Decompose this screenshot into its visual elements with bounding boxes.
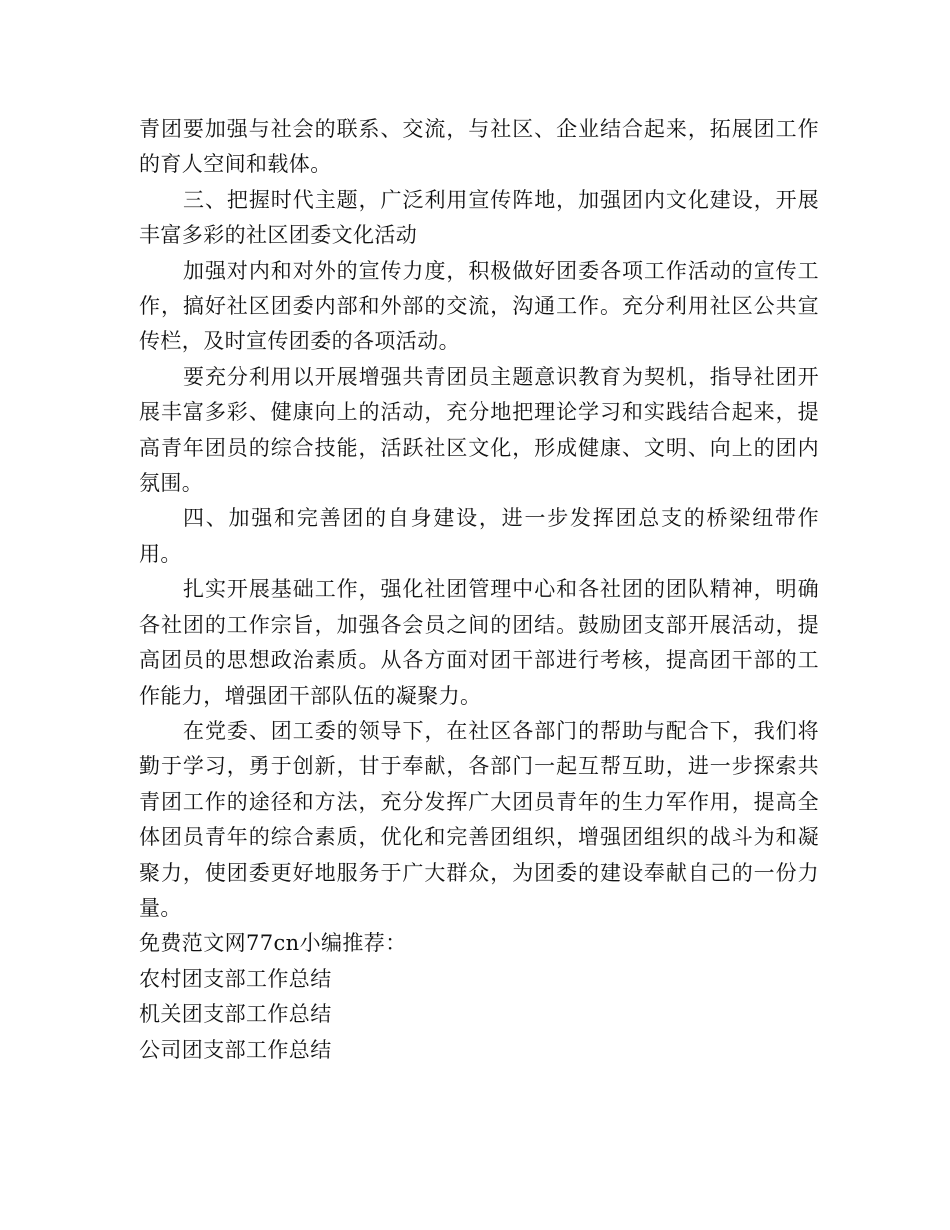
paragraph-foundation: 扎实开展基础工作，强化社团管理中心和各社团的团队精神，明确各社团的工作宗旨，加强各会员之间的团结。鼓励团支部开展活动，提高团员的思想政治素质。从各方面对团干部进行考核，提高团干部的工作能力，增强团干部队伍的凝聚力。: [139, 577, 819, 708]
section-heading-four: 四、加强和完善团的自身建设，进一步发挥团总支的桥梁纽带作用。: [139, 506, 819, 566]
paragraph-continuation: 青团要加强与社会的联系、交流，与社区、企业结合起来，拓展团工作的育人空间和载体。: [139, 117, 819, 177]
recommend-link-agency[interactable]: 机关团支部工作总结: [139, 1002, 332, 1027]
recommend-link-company[interactable]: 公司团支部工作总结: [139, 1037, 332, 1062]
section-heading-three: 三、把握时代主题，广泛利用宣传阵地，加强团内文化建设，开展丰富多彩的社区团委文化活动: [139, 187, 819, 248]
recommend-heading: 免费范文网77cn小编推荐：: [139, 931, 407, 956]
recommend-link-rural[interactable]: 农村团支部工作总结: [139, 966, 332, 991]
paragraph-publicity: 加强对内和对外的宣传力度，积极做好团委各项工作活动的宣传工作，搞好社区团委内部和外部的交流，沟通工作。充分利用社区公共宣传栏，及时宣传团委的各项活动。: [139, 258, 819, 354]
paragraph-conclusion: 在党委、团工委的领导下，在社区各部门的帮助与配合下，我们将勤于学习，勇于创新，甘于奉献，各部门一起互帮互助，进一步探索共青团工作的途径和方法，充分发挥广大团员青年的生力军作用，提高全体团员青年的综合素质，优化和完善团组织，增强团组织的战斗为和凝聚力，使团委更好地服务于广大群众，为团委的建设奉献自己的一份力量。: [139, 718, 819, 920]
paragraph-activities: 要充分利用以开展增强共青团员主题意识教育为契机，指导社团开展丰富多彩、健康向上的活动，充分地把理论学习和实践结合起来，提高青年团员的综合技能，活跃社区文化，形成健康、文明、向上的团内氛围。: [139, 364, 819, 496]
document-page: [139, 112, 819, 1068]
